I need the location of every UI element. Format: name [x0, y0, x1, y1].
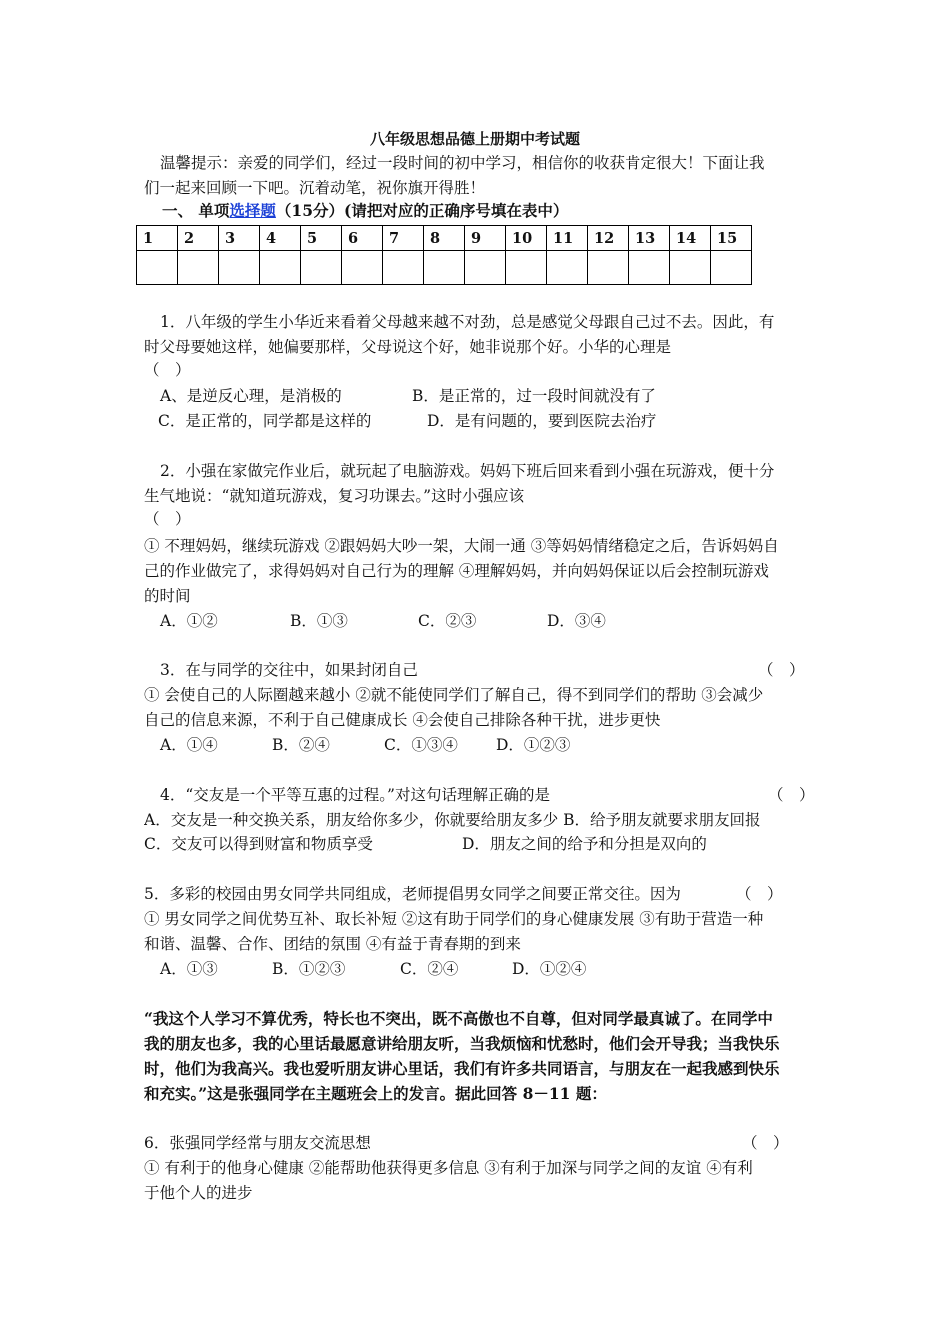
- q5-option-d: D．①②④: [512, 960, 587, 978]
- answer-header-cell: 8: [424, 226, 465, 251]
- q6-statement-1: ① 有利于的他身心健康 ②能帮助他获得更多信息 ③有利于加深与同学之间的友谊 ④有利: [144, 1159, 753, 1177]
- q3-statement-2: 自己的信息来源，不利于自己健康成长 ④会使自己排除各种干扰，进步更快: [144, 711, 661, 729]
- q2-line-2: 生气地说：“就知道玩游戏，复习功课去。”这时小强应该: [144, 487, 525, 505]
- q5-option-a: A．①③: [160, 960, 218, 978]
- answer-cell[interactable]: [547, 251, 588, 285]
- q1-line-1: 1．八年级的学生小华近来看着父母越来越不对劲，总是感觉父母跟自己过不去。因此，有: [160, 313, 775, 331]
- intro-line-1: 温馨提示：亲爱的同学们，经过一段时间的初中学习，相信你的收获肯定很大！下面让我: [160, 154, 765, 172]
- answer-cell[interactable]: [219, 251, 260, 285]
- q1-option-c: C．是正常的，同学都是这样的: [158, 412, 372, 430]
- answer-header-cell: 14: [670, 226, 711, 251]
- answer-cell[interactable]: [465, 251, 506, 285]
- answer-header-cell: 11: [547, 226, 588, 251]
- answer-cell[interactable]: [506, 251, 547, 285]
- q2-option-b: B．①③: [290, 612, 348, 630]
- answer-cell[interactable]: [711, 251, 752, 285]
- q2-option-d: D．③④: [547, 612, 606, 630]
- answer-cell[interactable]: [629, 251, 670, 285]
- q1-line-2: 时父母要她这样，她偏要那样，父母说这个好，她非说那个好。小华的心理是: [144, 338, 672, 356]
- q4-stem: 4．“交友是一个平等互惠的过程。”对这句话理解正确的是: [160, 786, 550, 804]
- answer-header-cell: 6: [342, 226, 383, 251]
- q4-option-d: D．朋友之间的给予和分担是双向的: [462, 835, 707, 853]
- answer-cell[interactable]: [260, 251, 301, 285]
- answer-cell[interactable]: [137, 251, 178, 285]
- answer-cell[interactable]: [588, 251, 629, 285]
- q5-option-b: B．①②③: [272, 960, 346, 978]
- passage-line-3: 时，他们为我高兴。我也爱听朋友讲心里话，我们有许多共同语言，与朋友在一起我感到快乐: [144, 1059, 780, 1078]
- q3-statement-1: ① 会使自己的人际圈越来越小 ②就不能使同学们了解自己，得不到同学们的帮助 ③会减少: [144, 686, 764, 704]
- passage-line-2: 我的朋友也多，我的心里话最愿意讲给朋友听，当我烦恼和忧愁时，他们会开导我；当我快乐: [144, 1034, 780, 1053]
- q2-paren: （ ）: [144, 510, 191, 528]
- q3-option-d: D．①②③: [496, 736, 571, 754]
- answer-header-cell: 4: [260, 226, 301, 251]
- section-suffix: （15分）(请把对应的正确序号填在表中）: [275, 201, 569, 220]
- answer-table-blank-row: [137, 251, 752, 285]
- answer-cell[interactable]: [383, 251, 424, 285]
- q5-statement-2: 和谐、温馨、合作、团结的氛围 ④有益于青春期的到来: [144, 935, 521, 953]
- answer-cell[interactable]: [424, 251, 465, 285]
- q2-option-c: C．②③: [418, 612, 477, 630]
- q3-option-b: B．②④: [272, 736, 330, 754]
- q1-option-d: D．是有问题的，要到医院去治疗: [427, 412, 657, 430]
- q3-stem: 3．在与同学的交往中，如果封闭自己: [160, 661, 418, 679]
- answer-cell[interactable]: [342, 251, 383, 285]
- q1-option-b: B．是正常的，过一段时间就没有了: [412, 387, 656, 405]
- section-heading: [162, 200, 832, 222]
- q6-paren: （ ）: [742, 1134, 789, 1152]
- answer-header-cell: 13: [629, 226, 670, 251]
- answer-cell[interactable]: [301, 251, 342, 285]
- q5-stem: 5．多彩的校园由男女同学共同组成，老师提倡男女同学之间要正常交往。因为: [144, 885, 681, 903]
- answer-header-cell: 2: [178, 226, 219, 251]
- answer-table-header-row: [137, 226, 752, 251]
- answer-header-cell: 10: [506, 226, 547, 251]
- choice-question-link[interactable]: 选择题: [229, 201, 276, 220]
- q1-paren: （ ）: [144, 361, 191, 379]
- answer-table: [136, 225, 752, 285]
- q2-statement-1: ① 不理妈妈，继续玩游戏 ②跟妈妈大吵一架，大闹一通 ③等妈妈情绪稳定之后，告诉妈妈自: [144, 537, 779, 555]
- q2-statement-2: 己的作业做完了，求得妈妈对自己行为的理解 ④理解妈妈，并向妈妈保证以后会控制玩游戏: [144, 562, 769, 580]
- intro-line-2: 们一起来回顾一下吧。沉着动笔，祝你旗开得胜！: [144, 179, 486, 197]
- answer-header-cell: 3: [219, 226, 260, 251]
- passage-line-4: 和充实。”这是张强同学在主题班会上的发言。据此回答 8－11 题：: [144, 1084, 607, 1103]
- answer-header-cell: 5: [301, 226, 342, 251]
- passage-line-1: “我这个人学习不算优秀，特长也不突出，既不高傲也不自尊，但对同学最真诚了。在同学中: [144, 1009, 773, 1028]
- q5-option-c: C．②④: [400, 960, 459, 978]
- exam-title: 八年级思想品德上册期中考试题: [369, 130, 580, 148]
- answer-cell[interactable]: [670, 251, 711, 285]
- answer-header-cell: 15: [711, 226, 752, 251]
- q3-paren: （ ）: [758, 661, 805, 679]
- q2-statement-3: 的时间: [144, 587, 191, 605]
- q4-option-c: C．交友可以得到财富和物质享受: [144, 835, 373, 853]
- answer-header-cell: 1: [137, 226, 178, 251]
- q6-statement-2: 于他个人的进步: [144, 1184, 253, 1202]
- q4-paren: （ ）: [768, 786, 815, 804]
- q6-stem: 6．张强同学经常与朋友交流思想: [144, 1134, 371, 1152]
- q5-statement-1: ① 男女同学之间优势互补、取长补短 ②这有助于同学们的身心健康发展 ③有助于营造一种: [144, 910, 764, 928]
- q3-option-c: C．①③④: [384, 736, 458, 754]
- q2-line-1: 2．小强在家做完作业后，就玩起了电脑游戏。妈妈下班后回来看到小强在玩游戏，便十分: [160, 462, 775, 480]
- q5-paren: （ ）: [736, 885, 783, 903]
- answer-cell[interactable]: [178, 251, 219, 285]
- answer-header-cell: 7: [383, 226, 424, 251]
- q3-option-a: A．①④: [160, 736, 218, 754]
- q2-option-a: A．①②: [160, 612, 218, 630]
- answer-header-cell: 12: [588, 226, 629, 251]
- q1-option-a: A、是逆反心理，是消极的: [160, 387, 342, 405]
- answer-header-cell: 9: [465, 226, 506, 251]
- section-prefix: 一、 单项: [162, 201, 230, 220]
- q4-option-ab: A．交友是一种交换关系，朋友给你多少，你就要给朋友多少 B．给予朋友就要求朋友回报: [144, 811, 761, 829]
